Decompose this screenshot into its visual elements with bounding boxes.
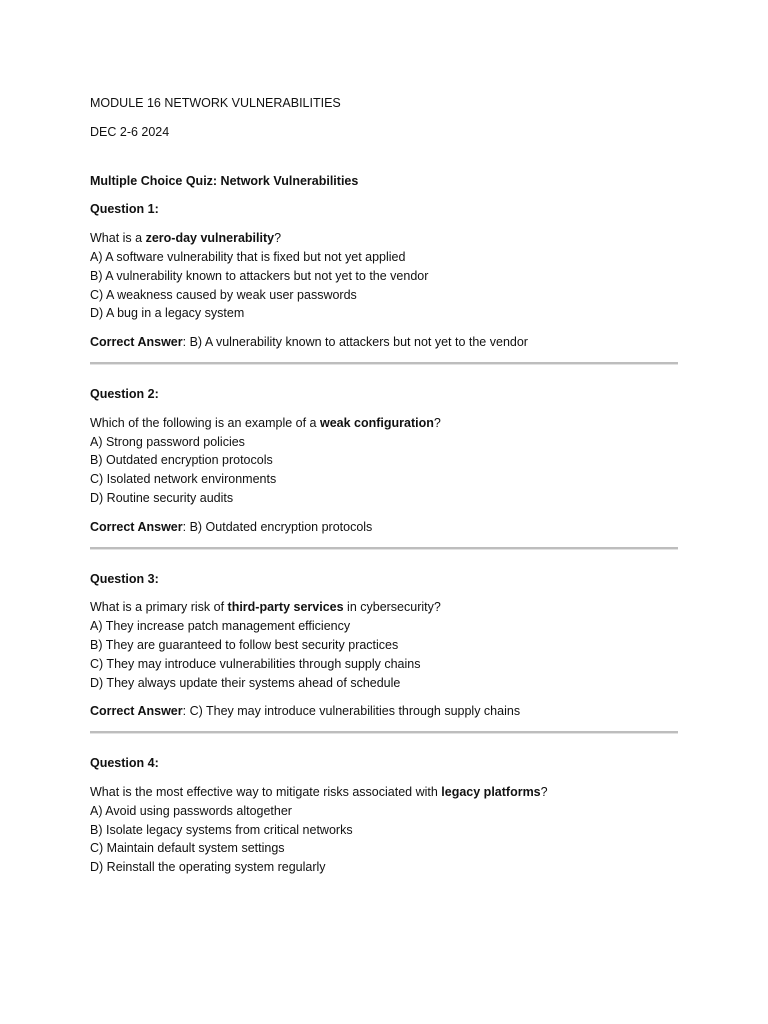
key-term: weak configuration [319, 415, 434, 430]
key-term: third-party services [227, 600, 344, 615]
answer-label: Correct Answer [90, 335, 183, 350]
correct-answer: Correct Answer: C) They may introduce vulnerabilities through supply chains [90, 704, 521, 719]
question-2 [90, 385, 678, 550]
module-title: MODULE 16 NETWORK VULNERABILITIES [90, 96, 341, 110]
option-c: C) They may introduce vulnerabilities through supply chains [90, 656, 421, 671]
answer-label: Correct Answer [90, 704, 183, 719]
question-stem: What is a primary risk of third-party services in cybersecurity? [90, 600, 441, 615]
option-b: B) They are guaranteed to follow best security practices [90, 637, 399, 652]
option-a: A) A software vulnerability that is fixed but not yet applied [90, 249, 406, 264]
key-term: legacy platforms [441, 784, 541, 799]
option-d: D) They always update their systems ahead of schedule [90, 675, 401, 690]
question-stem: What is the most effective way to mitigate risks associated with legacy platforms? [90, 784, 548, 799]
correct-answer: Correct Answer: B) A vulnerability known to attackers but not yet to the vendor [90, 335, 528, 350]
option-d: D) A bug in a legacy system [90, 306, 245, 321]
document-page [90, 94, 678, 877]
option-b: B) A vulnerability known to attackers but not yet to the vendor [90, 268, 429, 283]
option-c: C) A weakness caused by weak user passwords [90, 287, 357, 302]
question-4 [90, 754, 678, 877]
question-heading: Question 3: [90, 571, 159, 586]
module-dates: DEC 2-6 2024 [90, 124, 170, 139]
question-3 [90, 570, 678, 735]
option-d: D) Routine security audits [90, 490, 234, 505]
option-b: B) Outdated encryption protocols [90, 453, 273, 468]
quiz-title: Multiple Choice Quiz: Network Vulnerabilities [90, 173, 359, 188]
key-term: zero-day vulnerability [145, 231, 275, 246]
option-b: B) Isolate legacy systems from critical networks [90, 822, 353, 837]
question-heading: Question 4: [90, 756, 159, 771]
option-d: D) Reinstall the operating system regularly [90, 860, 326, 875]
question-heading: Question 2: [90, 386, 159, 401]
option-c: C) Isolated network environments [90, 472, 277, 487]
correct-answer: Correct Answer: B) Outdated encryption protocols [90, 519, 373, 534]
question-stem: What is a zero-day vulnerability? [90, 231, 282, 246]
option-c: C) Maintain default system settings [90, 841, 285, 856]
option-a: A) Avoid using passwords altogether [90, 803, 292, 818]
option-a: A) Strong password policies [90, 434, 245, 449]
option-a: A) They increase patch management efficiency [90, 619, 351, 634]
question-1 [90, 200, 678, 365]
answer-label: Correct Answer [90, 519, 183, 534]
question-stem: Which of the following is an example of a weak configuration? [90, 415, 441, 430]
question-heading: Question 1: [90, 202, 159, 217]
